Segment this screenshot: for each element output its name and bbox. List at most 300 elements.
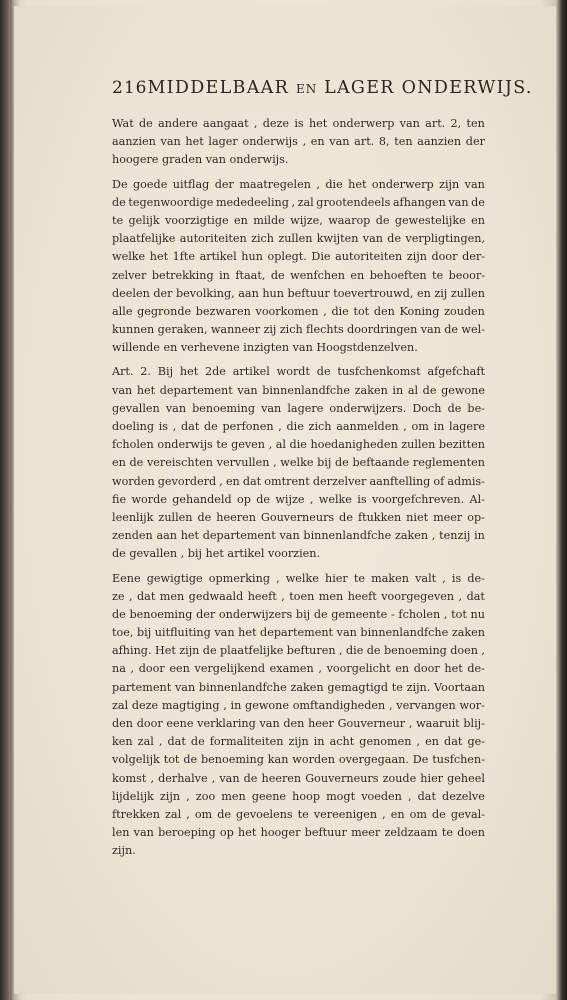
text-line bbox=[112, 824, 485, 842]
word: , bbox=[172, 420, 177, 433]
word: , bbox=[223, 698, 227, 712]
word: Het bbox=[154, 644, 176, 658]
word: departement bbox=[159, 383, 233, 397]
word: zal bbox=[165, 807, 182, 821]
word: door bbox=[431, 250, 458, 264]
word: zijn bbox=[406, 250, 427, 264]
word: de bbox=[270, 268, 285, 282]
word: valt bbox=[415, 571, 437, 585]
word: ftaat, bbox=[235, 268, 266, 282]
word: zich bbox=[251, 232, 275, 246]
word: in bbox=[230, 698, 242, 712]
text-line bbox=[112, 606, 485, 624]
word: flechts bbox=[306, 323, 344, 337]
word: dat bbox=[417, 789, 436, 803]
word: bij bbox=[295, 607, 311, 621]
word: wenfchen bbox=[290, 268, 345, 282]
word: uitfluiting bbox=[154, 626, 211, 640]
word: , bbox=[276, 571, 280, 585]
word: welke bbox=[285, 571, 319, 585]
text-line bbox=[112, 751, 485, 769]
text-line bbox=[112, 527, 485, 545]
text-line bbox=[112, 624, 485, 642]
word: om bbox=[409, 807, 427, 821]
word: van bbox=[112, 383, 133, 397]
word: , bbox=[302, 135, 307, 149]
word: De bbox=[112, 177, 128, 191]
word: en bbox=[225, 474, 240, 488]
word: lagere bbox=[449, 420, 485, 433]
word: zijn. bbox=[406, 680, 431, 694]
word: worden bbox=[292, 753, 335, 767]
word: deelen bbox=[112, 286, 150, 300]
word: 1fte bbox=[172, 250, 196, 264]
word: , bbox=[309, 492, 314, 506]
word: de bbox=[129, 456, 144, 470]
word: beftuur bbox=[287, 286, 330, 300]
word: heeren bbox=[216, 510, 256, 524]
word: genomen bbox=[359, 735, 412, 749]
word: het bbox=[308, 117, 328, 130]
word: omtrent bbox=[264, 474, 310, 488]
word: de bbox=[190, 735, 205, 749]
word: van bbox=[464, 177, 485, 191]
word: vereischten bbox=[146, 456, 213, 470]
word: zullen bbox=[450, 286, 485, 300]
word: gewestelijke bbox=[394, 213, 466, 227]
running-title-part2: LAGER ONDERWIJS. bbox=[324, 78, 533, 98]
word: Eene bbox=[112, 571, 141, 585]
word: die bbox=[325, 177, 343, 191]
word: beftaande bbox=[352, 456, 410, 470]
word: is bbox=[158, 420, 169, 433]
word: , bbox=[416, 735, 421, 749]
word: op bbox=[236, 492, 251, 506]
word: hoedanigheden bbox=[310, 438, 398, 452]
word: de bbox=[366, 644, 381, 658]
word: Gouverneurs bbox=[305, 771, 379, 785]
word: het bbox=[238, 626, 257, 640]
word: fcholen bbox=[398, 607, 441, 621]
word: zullen bbox=[401, 438, 436, 452]
word: al bbox=[407, 383, 419, 397]
word: tot bbox=[163, 753, 180, 767]
word: gemagtigd bbox=[327, 680, 388, 694]
word: gevoelens bbox=[236, 807, 293, 821]
word: artikel bbox=[232, 365, 270, 379]
word: onderwijzers bbox=[218, 607, 293, 621]
paragraph bbox=[112, 115, 485, 170]
text-line: de gevallen , bij het artikel voorzien. bbox=[112, 547, 321, 561]
word: gevorderd bbox=[157, 474, 217, 488]
word: Bij bbox=[157, 365, 174, 379]
word: door bbox=[138, 662, 165, 676]
word: Doch bbox=[412, 401, 442, 415]
word: komst bbox=[112, 771, 147, 785]
word: tegenwoordige bbox=[128, 195, 214, 209]
word: afhing. bbox=[112, 644, 152, 658]
word: 2, bbox=[450, 117, 462, 130]
word: gewone bbox=[245, 698, 289, 712]
text-line bbox=[112, 285, 485, 303]
word: dat bbox=[242, 474, 262, 488]
word: en bbox=[416, 286, 431, 300]
word: gemeente bbox=[331, 607, 388, 621]
word: onderwijs bbox=[157, 438, 213, 452]
word: derzelver bbox=[312, 474, 367, 488]
text-line bbox=[112, 248, 485, 266]
body-text bbox=[112, 115, 485, 861]
word: autoriteiten bbox=[179, 232, 247, 246]
word: , bbox=[219, 474, 223, 488]
word: aan bbox=[156, 529, 177, 543]
word: van bbox=[174, 680, 196, 694]
word: zaken bbox=[354, 383, 388, 397]
word: geene bbox=[251, 789, 287, 803]
text-line bbox=[112, 363, 485, 381]
running-title bbox=[147, 78, 532, 98]
word: het bbox=[149, 250, 169, 264]
word: De bbox=[412, 753, 429, 767]
word: benoeming bbox=[129, 607, 193, 621]
word: in bbox=[474, 529, 485, 543]
word: de bbox=[387, 232, 402, 246]
word: befturen bbox=[286, 644, 336, 658]
word: , bbox=[388, 698, 393, 712]
word: artikel bbox=[199, 250, 237, 264]
word: , bbox=[316, 177, 320, 191]
word: mededeeling bbox=[215, 195, 289, 209]
word: kunnen bbox=[112, 323, 155, 337]
word: de- bbox=[467, 662, 485, 676]
word: zij bbox=[263, 323, 277, 337]
word: aangaat bbox=[203, 117, 249, 130]
word: en bbox=[390, 807, 405, 821]
word: te bbox=[432, 268, 444, 282]
word: en bbox=[112, 456, 126, 470]
word: reglementen bbox=[412, 456, 485, 470]
word: , bbox=[128, 589, 133, 603]
word: zaken bbox=[451, 626, 485, 640]
word: welke bbox=[112, 250, 146, 264]
word: vervullen bbox=[216, 456, 270, 470]
text-line bbox=[112, 697, 485, 715]
text-line: hoogere graden van onderwijs. bbox=[112, 153, 289, 167]
word: waarop bbox=[328, 213, 371, 227]
word: Gouverneurs bbox=[260, 510, 335, 524]
word: vervangen bbox=[396, 698, 456, 712]
word: voorkomen bbox=[255, 304, 319, 318]
word: van bbox=[362, 232, 383, 246]
word: lagere bbox=[287, 401, 324, 415]
word: de bbox=[335, 456, 349, 470]
word: tot bbox=[353, 304, 370, 318]
word: de bbox=[112, 195, 126, 209]
word: maken bbox=[371, 571, 409, 585]
word: in bbox=[392, 383, 404, 397]
word: dat bbox=[136, 589, 156, 603]
word: plaatfelijke bbox=[219, 644, 284, 658]
word: onderwerp bbox=[332, 117, 395, 130]
word: heeft bbox=[347, 589, 377, 603]
word: het bbox=[136, 383, 156, 397]
word: 2. bbox=[140, 365, 151, 379]
word: is bbox=[294, 117, 304, 130]
word: die bbox=[289, 438, 307, 452]
word: meer bbox=[433, 510, 463, 524]
word: onderwerp bbox=[371, 177, 434, 191]
word: magtiging bbox=[161, 698, 220, 712]
word: het bbox=[180, 529, 200, 543]
text-line bbox=[112, 770, 485, 788]
word: de bbox=[204, 420, 218, 433]
text-line bbox=[112, 382, 485, 400]
word: , bbox=[253, 117, 258, 130]
word: , bbox=[407, 789, 412, 803]
word: gelijk bbox=[128, 213, 160, 227]
word: goede bbox=[133, 177, 168, 191]
word: verpligtingen, bbox=[405, 232, 485, 246]
word: admis- bbox=[447, 474, 485, 488]
word: en bbox=[234, 213, 248, 227]
word: zaken bbox=[394, 529, 429, 543]
word: lijdelijk bbox=[112, 789, 154, 803]
text-line bbox=[112, 321, 485, 339]
text-line bbox=[112, 133, 485, 151]
running-header bbox=[112, 78, 533, 104]
word: 8, bbox=[378, 135, 390, 149]
word: zal bbox=[137, 735, 154, 749]
word: voorgegeven bbox=[381, 589, 455, 603]
word: te bbox=[441, 826, 453, 840]
word: heeft bbox=[247, 589, 277, 603]
word: om bbox=[411, 420, 429, 433]
word: ken bbox=[112, 735, 133, 749]
word: die bbox=[286, 420, 304, 433]
word: toe, bbox=[112, 626, 134, 640]
word: dat bbox=[466, 589, 485, 603]
paragraph bbox=[112, 176, 485, 358]
word: van bbox=[160, 135, 181, 149]
word: de bbox=[444, 323, 459, 337]
text-line bbox=[112, 473, 485, 491]
word: en bbox=[310, 135, 325, 149]
word: de bbox=[183, 753, 198, 767]
paragraph bbox=[112, 570, 485, 861]
word: Wat bbox=[112, 117, 134, 130]
word: , bbox=[281, 589, 285, 603]
word: aanzien bbox=[112, 135, 156, 149]
text-line bbox=[112, 491, 485, 509]
word: door bbox=[136, 717, 163, 730]
word: zouden bbox=[444, 304, 485, 318]
text-line bbox=[112, 454, 485, 472]
word: zal bbox=[112, 698, 129, 712]
word: , bbox=[442, 571, 446, 585]
word: , bbox=[130, 662, 135, 676]
word: ge- bbox=[467, 735, 485, 749]
word: hier bbox=[325, 571, 348, 585]
page-number: 216 bbox=[112, 78, 148, 98]
text-line: zijn. bbox=[112, 844, 136, 858]
word: voorgelicht bbox=[326, 662, 391, 676]
word: dat bbox=[181, 420, 200, 433]
word: en bbox=[425, 735, 439, 749]
word: , bbox=[403, 420, 407, 433]
word: gedwaald bbox=[188, 589, 244, 603]
word: wor- bbox=[459, 698, 485, 712]
word: den bbox=[373, 304, 395, 318]
word: hoop bbox=[292, 789, 320, 803]
text-line bbox=[112, 194, 485, 212]
word: geheel bbox=[447, 771, 485, 785]
word: behoeften bbox=[369, 268, 427, 282]
word: mogt bbox=[326, 789, 356, 803]
word: examen bbox=[269, 662, 314, 676]
word: welke bbox=[318, 492, 352, 506]
word: de bbox=[422, 383, 437, 397]
word: onderwijzers. bbox=[329, 401, 407, 415]
word: die bbox=[345, 644, 364, 658]
word: binnenlandfche bbox=[198, 680, 287, 694]
word: , bbox=[158, 735, 163, 749]
text-line bbox=[112, 715, 485, 733]
word: op- bbox=[467, 510, 485, 524]
word: aanmelden bbox=[336, 420, 399, 433]
word: autoriteiten bbox=[335, 250, 403, 264]
word: doordringen bbox=[347, 323, 418, 337]
word: , bbox=[211, 771, 216, 785]
word: de- bbox=[467, 571, 485, 585]
word: , bbox=[291, 195, 296, 209]
word: gevallen bbox=[112, 401, 160, 415]
word: men bbox=[159, 589, 185, 603]
word: geraken, bbox=[157, 323, 208, 337]
word: vergelijkend bbox=[194, 662, 265, 676]
word: , bbox=[481, 644, 485, 658]
word: heer bbox=[308, 717, 334, 730]
word: en bbox=[350, 268, 365, 282]
word: derhalve bbox=[158, 771, 208, 785]
word: , bbox=[186, 807, 190, 821]
word: - bbox=[390, 607, 395, 621]
word: de bbox=[375, 213, 390, 227]
word: geval- bbox=[450, 807, 485, 821]
word: dat bbox=[167, 735, 186, 749]
word: van bbox=[219, 771, 240, 785]
word: in bbox=[219, 268, 230, 282]
word: is bbox=[451, 571, 462, 585]
word: Gouverneur bbox=[337, 717, 406, 730]
text-line bbox=[112, 418, 485, 436]
word: voorzigtige bbox=[165, 213, 229, 227]
word: hun bbox=[262, 286, 284, 300]
text-line bbox=[112, 660, 485, 678]
word: worden bbox=[112, 474, 155, 488]
word: de bbox=[202, 644, 217, 658]
word: zoude bbox=[382, 771, 417, 785]
word: worde bbox=[131, 492, 167, 506]
word: ze bbox=[112, 589, 125, 603]
word: ten bbox=[394, 135, 413, 149]
word: het bbox=[185, 135, 204, 149]
text-line bbox=[112, 642, 485, 660]
text-line bbox=[112, 588, 485, 606]
word: zich bbox=[308, 420, 332, 433]
word: van bbox=[165, 401, 187, 415]
word: art. bbox=[425, 117, 446, 130]
word: welke bbox=[280, 456, 314, 470]
word: binnenlandfche bbox=[303, 529, 392, 543]
word: wordt bbox=[276, 365, 310, 379]
word: gewigtige bbox=[146, 571, 203, 585]
word: dezelve bbox=[442, 789, 485, 803]
word: , bbox=[382, 807, 386, 821]
word: heeren bbox=[261, 771, 302, 785]
word: deze bbox=[131, 698, 159, 712]
word: en bbox=[395, 662, 410, 676]
word: Al- bbox=[469, 492, 485, 506]
word: toen bbox=[289, 589, 315, 603]
text-line bbox=[112, 176, 485, 194]
word: bezwaren bbox=[195, 304, 251, 318]
word: der bbox=[196, 607, 216, 621]
word: in bbox=[433, 420, 445, 433]
word: tot bbox=[451, 607, 467, 621]
word: , bbox=[318, 662, 322, 676]
word: van bbox=[420, 323, 441, 337]
word: afgefchaft bbox=[427, 365, 485, 379]
text-line bbox=[112, 570, 485, 588]
word: fcholen bbox=[112, 438, 154, 452]
word: de bbox=[112, 607, 126, 621]
word: plaatfelijke bbox=[112, 232, 176, 246]
word: zenden bbox=[112, 529, 153, 543]
word: alle bbox=[112, 304, 133, 318]
word: eene bbox=[166, 717, 194, 730]
word: overgegaan. bbox=[338, 753, 409, 767]
word: van bbox=[279, 529, 300, 543]
word: benoeming bbox=[192, 401, 255, 415]
text-line bbox=[112, 115, 485, 133]
word: ftukken bbox=[357, 510, 402, 524]
word: te bbox=[112, 213, 124, 227]
word: , bbox=[186, 789, 190, 803]
word: van bbox=[133, 826, 154, 840]
word: blij- bbox=[463, 717, 485, 730]
text-line: willende en verhevene inzigten van Hoogstdenzelven. bbox=[112, 341, 418, 355]
word: dat bbox=[444, 735, 463, 749]
word: in bbox=[313, 735, 325, 749]
word: binnenlandfche bbox=[360, 626, 449, 640]
word: zal bbox=[297, 195, 314, 209]
text-line bbox=[112, 679, 485, 697]
word: de bbox=[471, 195, 485, 209]
word: , bbox=[278, 420, 282, 433]
word: wanneer bbox=[210, 323, 261, 337]
word: bezitten bbox=[438, 438, 485, 452]
word: departement bbox=[202, 529, 276, 543]
word: benoeming bbox=[200, 753, 264, 767]
word: Voortaan bbox=[434, 680, 485, 694]
word: der- bbox=[462, 250, 485, 264]
word: der bbox=[214, 177, 234, 191]
word: tusfchen- bbox=[432, 753, 485, 767]
text-line bbox=[112, 806, 485, 824]
word: den bbox=[112, 717, 133, 730]
word: gewone bbox=[441, 383, 485, 397]
word: uitflag bbox=[172, 177, 210, 191]
